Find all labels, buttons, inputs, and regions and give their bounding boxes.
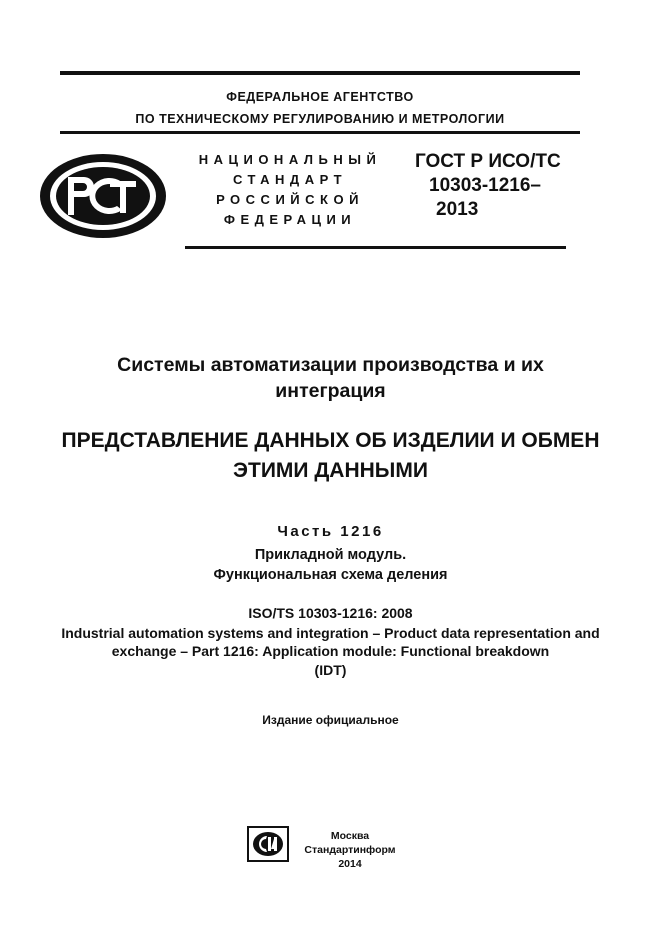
gost-line-3: 2013 — [436, 199, 479, 220]
rst-emblem-icon — [38, 152, 168, 240]
publisher-name: Стандартинформ — [304, 844, 396, 856]
top-rule — [60, 71, 580, 75]
caps-title-line-1: ПРЕДСТАВЛЕНИЕ ДАННЫХ ОБ ИЗДЕЛИИ И ОБМЕН — [61, 429, 600, 452]
standard-word-3: РОССИЙСКОЙ — [216, 192, 364, 207]
iso-code: ISO/TS 10303-1216: 2008 — [248, 605, 413, 621]
part-line-2: Функциональная схема деления — [213, 567, 448, 583]
gost-line-2: 10303-1216– — [429, 175, 541, 196]
iso-identity: (IDT) — [314, 662, 347, 678]
header-bottom-rule — [185, 246, 566, 249]
title-line-2: интеграция — [275, 380, 386, 402]
part-line-1: Прикладной модуль. — [254, 547, 407, 563]
gost-designation — [415, 150, 561, 222]
agency-line-1: ФЕДЕРАЛЬНОЕ АГЕНТСТВО — [226, 90, 414, 104]
standard-word-4: ФЕДЕРАЦИИ — [223, 212, 357, 227]
part-heading: Часть 1216 — [277, 523, 384, 540]
agency-rule — [60, 131, 580, 134]
standard-word-2: СТАНДАРТ — [232, 172, 348, 187]
publisher-year: 2014 — [338, 858, 362, 870]
publisher-city: Москва — [330, 830, 370, 842]
caps-title-line-2: ЭТИМИ ДАННЫМИ — [233, 459, 428, 482]
iso-english-line-1: Industrial automation systems and integration – Product data representation and — [61, 625, 600, 641]
standartinform-logo-icon — [247, 826, 289, 862]
iso-english-line-2: exchange – Part 1216: Application module: Functional breakdown — [111, 643, 550, 659]
gost-line-1: ГОСТ Р ИСО/ТС — [415, 151, 561, 172]
agency-line-2: ПО ТЕХНИЧЕСКОМУ РЕГУЛИРОВАНИЮ И МЕТРОЛОГИИ — [135, 112, 505, 126]
title-line-1: Системы автоматизации производства и их — [117, 354, 544, 376]
edition-label: Издание официальное — [262, 713, 399, 727]
standard-word-1: НАЦИОНАЛЬНЫЙ — [198, 152, 382, 167]
